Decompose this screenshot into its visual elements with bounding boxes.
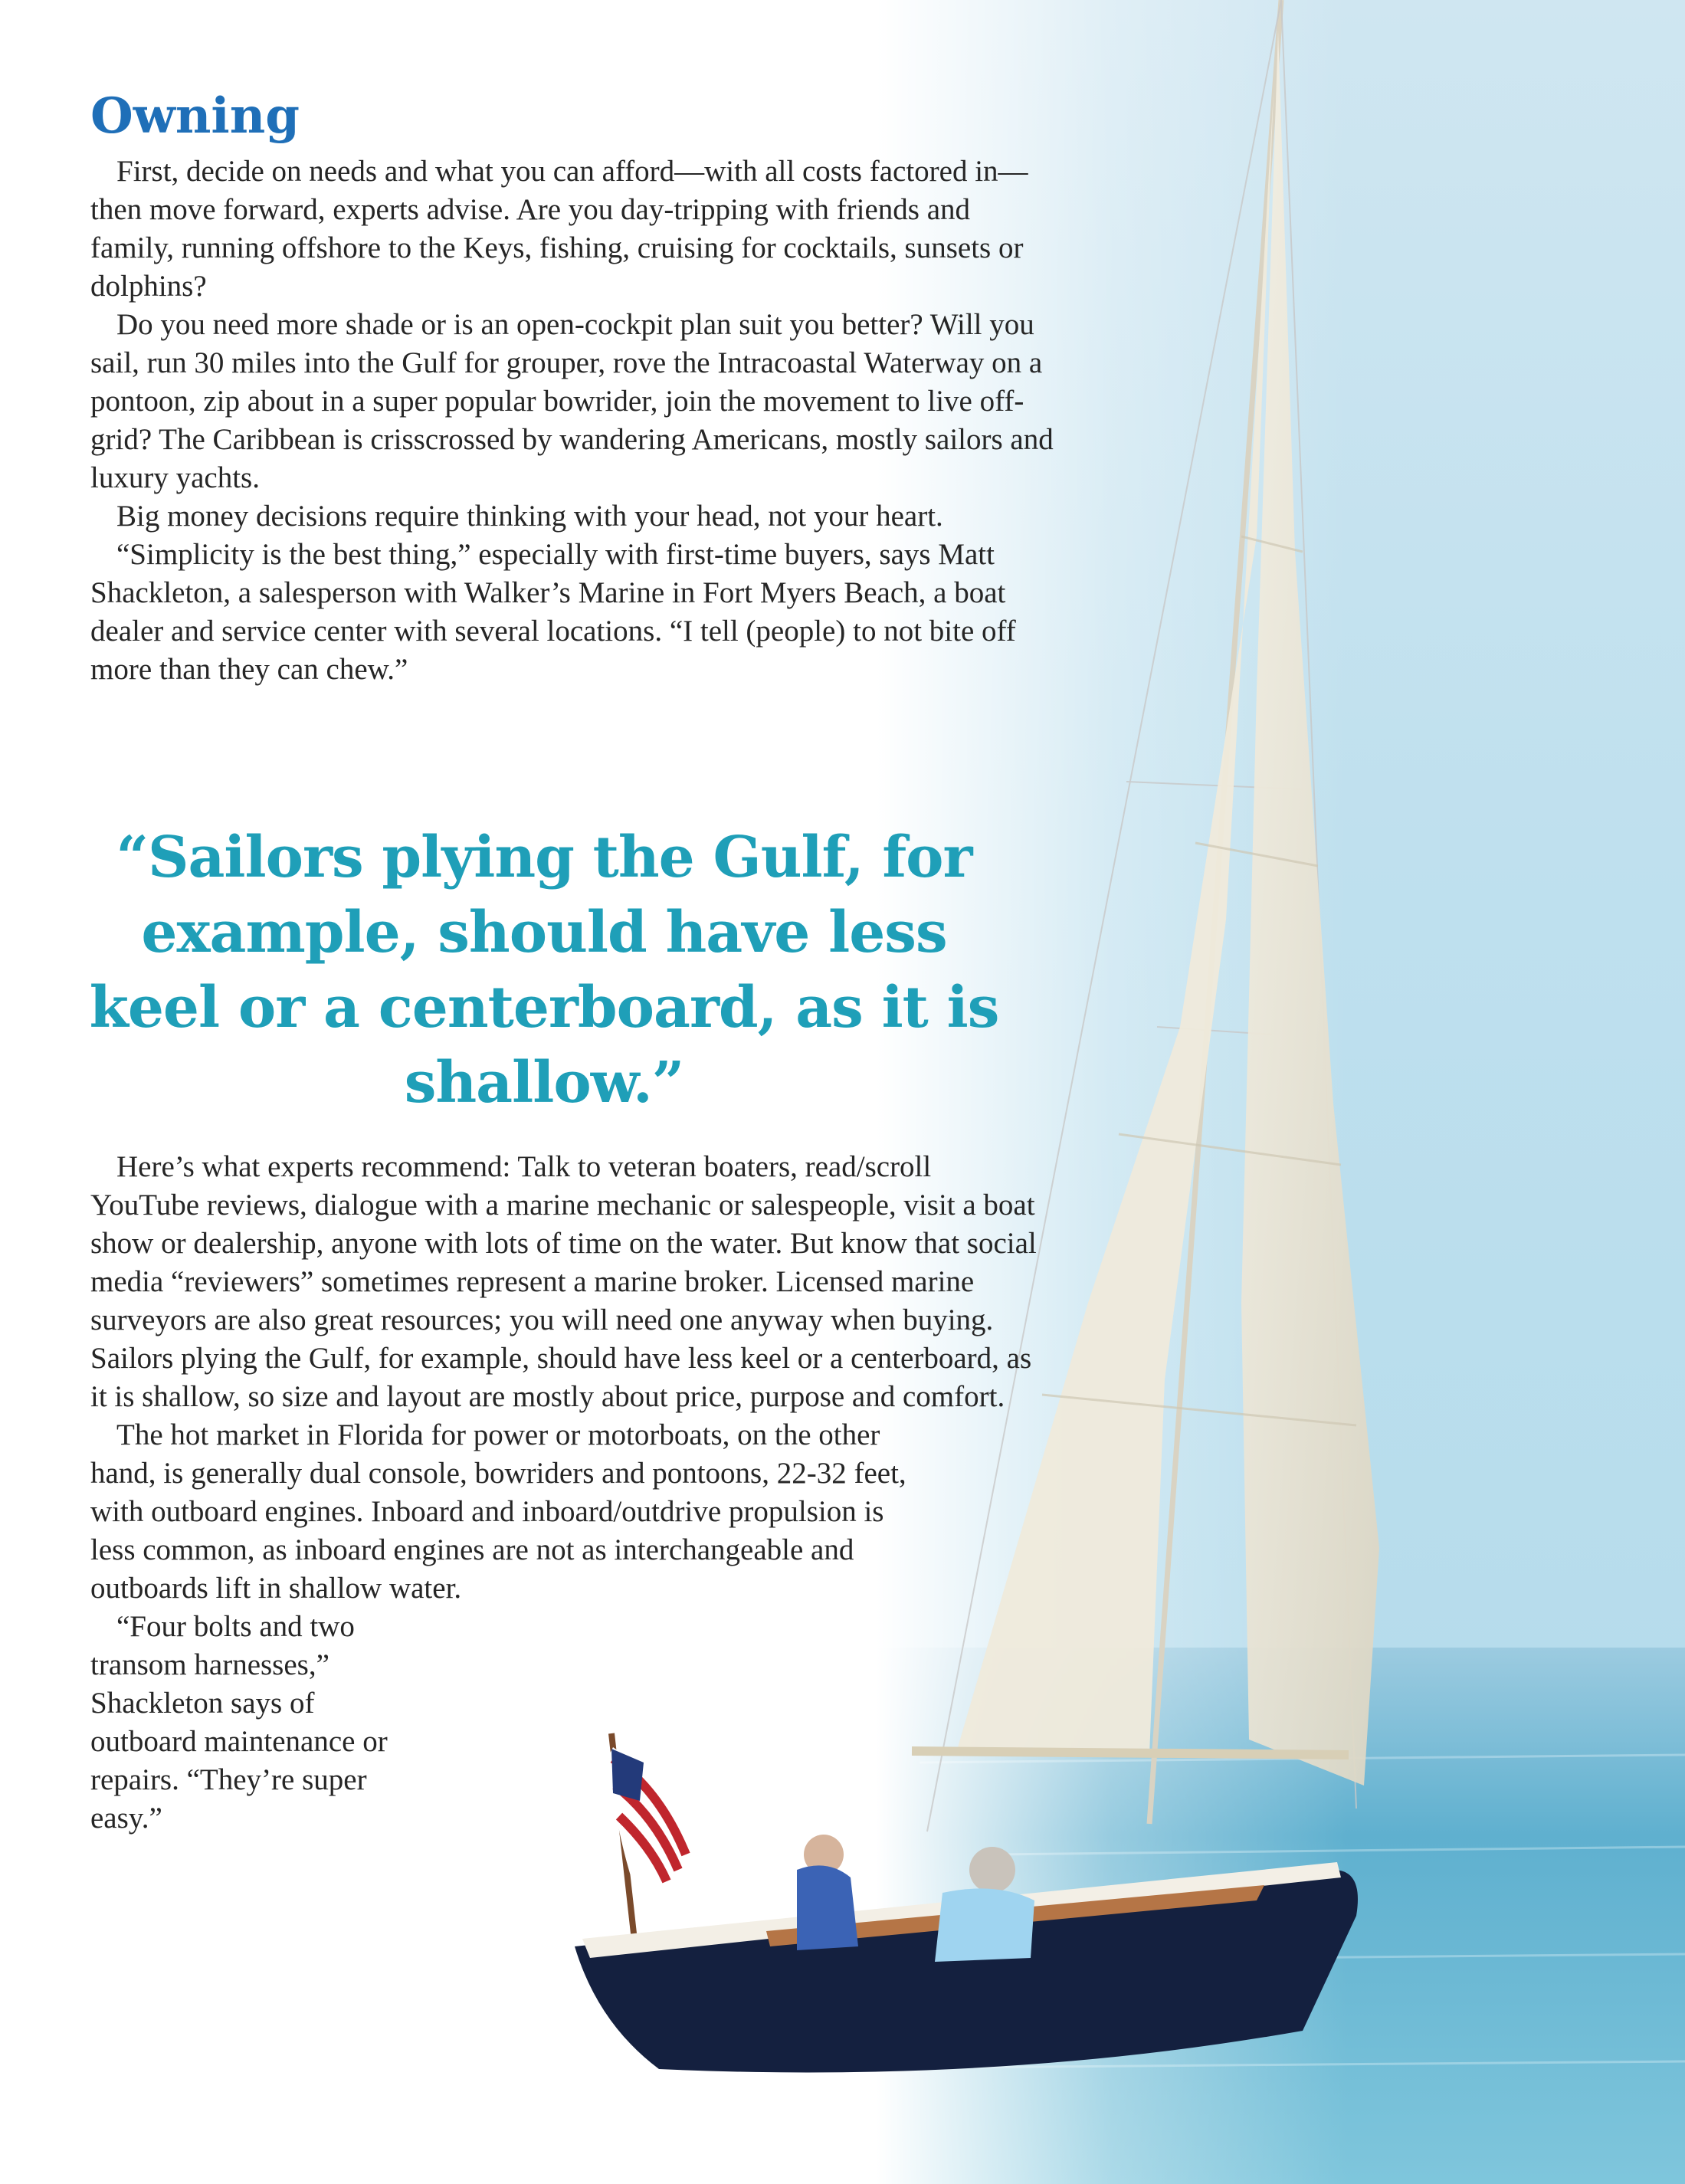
paragraph: Here’s what experts recommend: Talk to veteran boaters, read/scroll YouTube reviews, dialogue with a marine mechanic or salespeople, visit a boat show or dealership, anyone with lots of time on the water. But know that social media “reviewers” sometimes represent a marine broker. Licensed marine surveyors are also great resources; you will need one anyway when buying. Sailors plying the Gulf, for example, should have less keel or a centerboard, as it is shallow, so size and layout are mostly about price, purpose and comfort.	[90, 1150, 1037, 1413]
paragraph: “Four bolts and two transom harnesses,” Shackleton says of outboard maintenance or repairs. “They’re super easy.”	[90, 1610, 388, 1835]
article-body-bottom	[90, 1148, 1057, 1838]
section-heading: Owning	[90, 87, 300, 145]
article-body-top	[90, 152, 1056, 689]
paragraph: Do you need more shade or is an open-cockpit plan suit you better? Will you sail, run 30 miles into the Gulf for grouper, rove the Intracoastal Waterway on a pontoon, zip about in a super popular bowrider, join the movement to live off-grid? The Caribbean is crisscrossed by wandering Americans, mostly sailors and luxury yachts.	[90, 308, 1054, 494]
paragraph: Big money decisions require thinking with your head, not your heart.	[116, 500, 943, 533]
paragraph: The hot market in Florida for power or motorboats, on the other hand, is generally dual console, bowriders and pontoons, 22-32 feet, with outboard engines. Inboard and inboard/outdrive propulsion is less common, as inboard engines are not as interchangeable and outboards lift in shallow water.	[90, 1418, 906, 1605]
paragraph: “Simplicity is the best thing,” especially with first-time buyers, says Matt Shackleton, a salesperson with Walker’s Marine in Fort Myers Beach, a boat dealer and service center with several locations. “I tell (people) to not bite off more than they can chew.”	[90, 538, 1016, 686]
pull-quote: “Sailors plying the Gulf, for example, should have less keel or a centerboard, as it is shallow.”	[89, 825, 999, 1116]
paragraph: First, decide on needs and what you can afford—with all costs factored in—then move forward, experts advise. Are you day-tripping with friends and family, running offshore to the Keys, fishing, cruising for cocktails, sunsets or dolphins?	[90, 155, 1028, 303]
